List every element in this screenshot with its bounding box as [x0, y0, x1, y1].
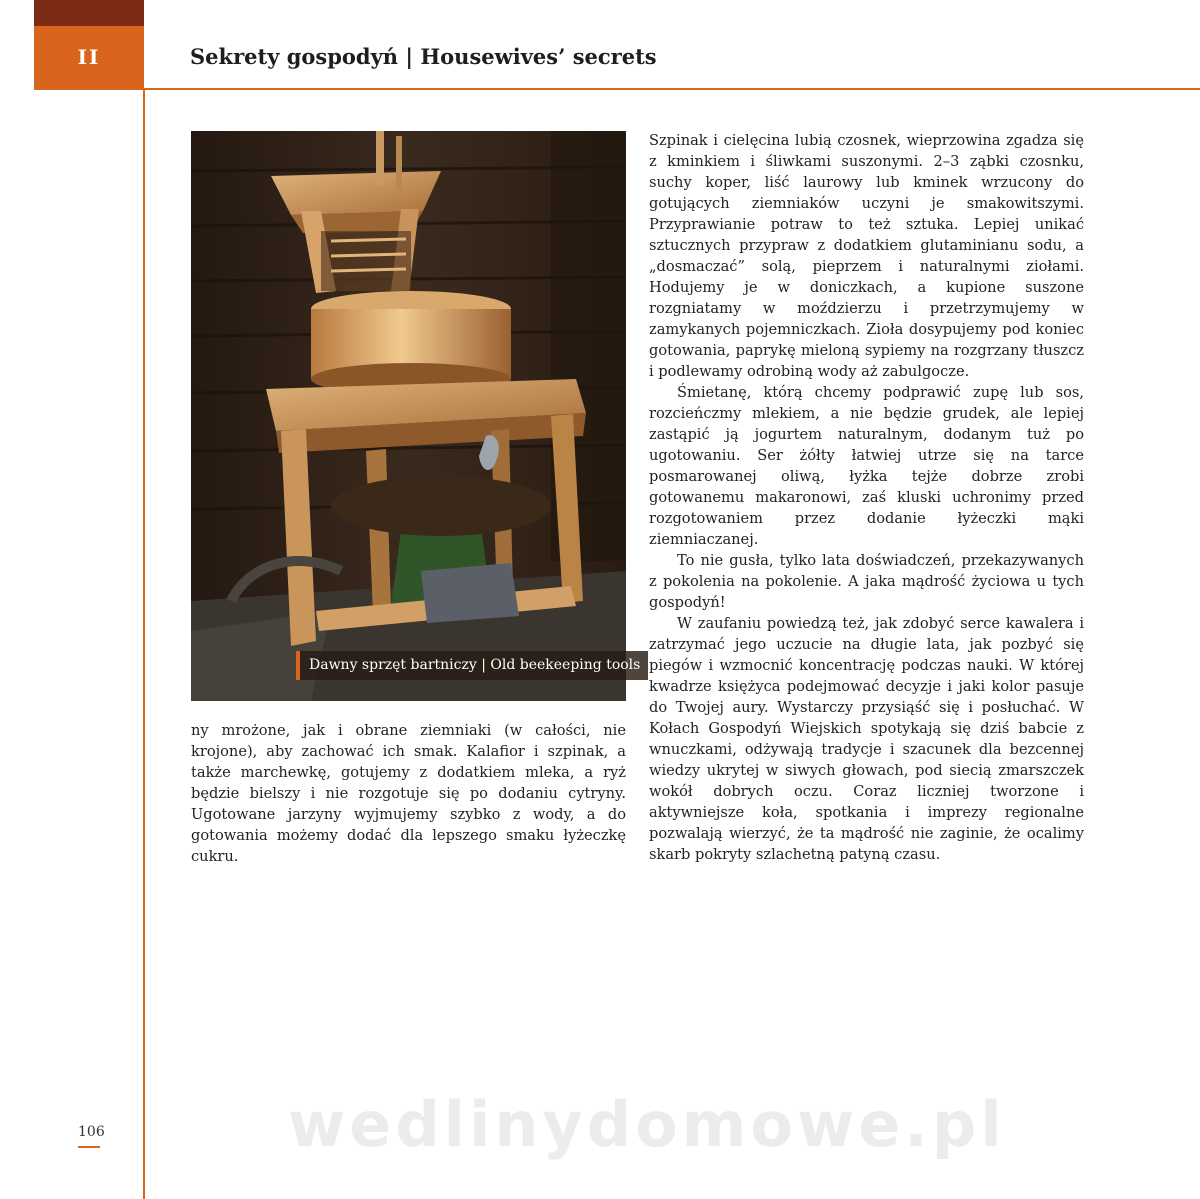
page-number: 106	[78, 1124, 105, 1140]
paragraph: ny mrożone, jak i obrane ziemniaki (w całości, nie krojone), aby zachować ich smak. Kalafior i szpinak, a także marchewkę, gotujemy z dodatkiem mleka, a ryż będzie bielszy i nie rozgotuje się po dodaniu cytryny. Ugotowane jarzyny wyjmujemy szybko z wody, a do gotowania możemy dodać dla lepszego smaku łyżeczkę cukru.	[191, 722, 626, 865]
margin-divider	[143, 88, 145, 1199]
page-title: Sekrety gospodyń | Housewives’ secrets	[190, 44, 657, 69]
photo-caption: Dawny sprzęt bartniczy | Old beekeeping tools	[296, 651, 648, 680]
left-text-column	[191, 720, 626, 867]
right-text-column	[649, 130, 1084, 865]
beekeeping-tools-photo	[191, 131, 626, 701]
paragraph: To nie gusła, tylko lata doświadczeń, przekazywanych z pokolenia na pokolenie. A jaka mądrość życiowa u tych gospodyń!	[649, 552, 1084, 611]
chapter-tab-top	[34, 0, 144, 26]
page-number-underline	[78, 1146, 100, 1148]
header-divider	[34, 88, 1200, 90]
chapter-number: II	[34, 26, 144, 88]
paragraph: Śmietanę, którą chcemy podprawić zupę lub sos, rozcieńczmy mlekiem, a nie będzie grudek, ale lepiej zastąpić ją jogurtem naturalnym, dodanym tuż po ugotowaniu. Ser żółty łatwiej utrze się na tarce posmarowanej oliwą, łyżka tejże dobrze zrobi gotowanemu makaronowi, zaś kluski uchronimy przed rozgotowaniem przez dodanie łyżeczki mąki ziemniaczanej.	[649, 384, 1084, 548]
paragraph: W zaufaniu powiedzą też, jak zdobyć serce kawalera i zatrzymać jego uczucie na długie lata, jak pozbyć się piegów i wzmocnić koncentrację podczas nauki. W której kwadrze księżyca podejmować decyzje i jaki kolor pasuje do Twojej aury. Wystarczy przysiąść się i posłuchać. W Kołach Gospodyń Wiejskich spotykają się dziś babcie z wnuczkami, odżywają tradycje i szacunek dla bezcennej wiedzy ukrytej w siwych głowach, pod siecią zmarszczek wokół dobrych oczu. Coraz liczniej tworzone i aktywniejsze koła, spotkania i imprezy regionalne pozwalają wierzyć, że ta mądrość nie zaginie, że ocalimy skarb pokryty szlachetną patyną czasu.	[649, 615, 1084, 863]
watermark: wedlinydomowe.pl	[288, 1088, 1006, 1161]
paragraph: Szpinak i cielęcina lubią czosnek, wieprzowina zgadza się z kminkiem i śliwkami suszonymi. 2–3 ząbki czosnku, suchy koper, liść laurowy lub kminek wrzucony do gotujących ziemniaków uczyni je smakowitszymi. Przyprawianie potraw to też sztuka. Lepiej unikać sztucznych przypraw z dodatkiem glutaminianu sodu, a „dosmaczać” solą, pieprzem i naturalnymi ziołami. Hodujemy je w doniczkach, a kupione suszone rozgniatamy w moździerzu i przetrzymujemy w zamykanych pojemniczkach. Zioła dosypujemy pod koniec gotowania, paprykę mieloną sypiemy na rozgrzany tłuszcz i podlewamy odrobiną wody aż zabulgocze.	[649, 132, 1084, 380]
